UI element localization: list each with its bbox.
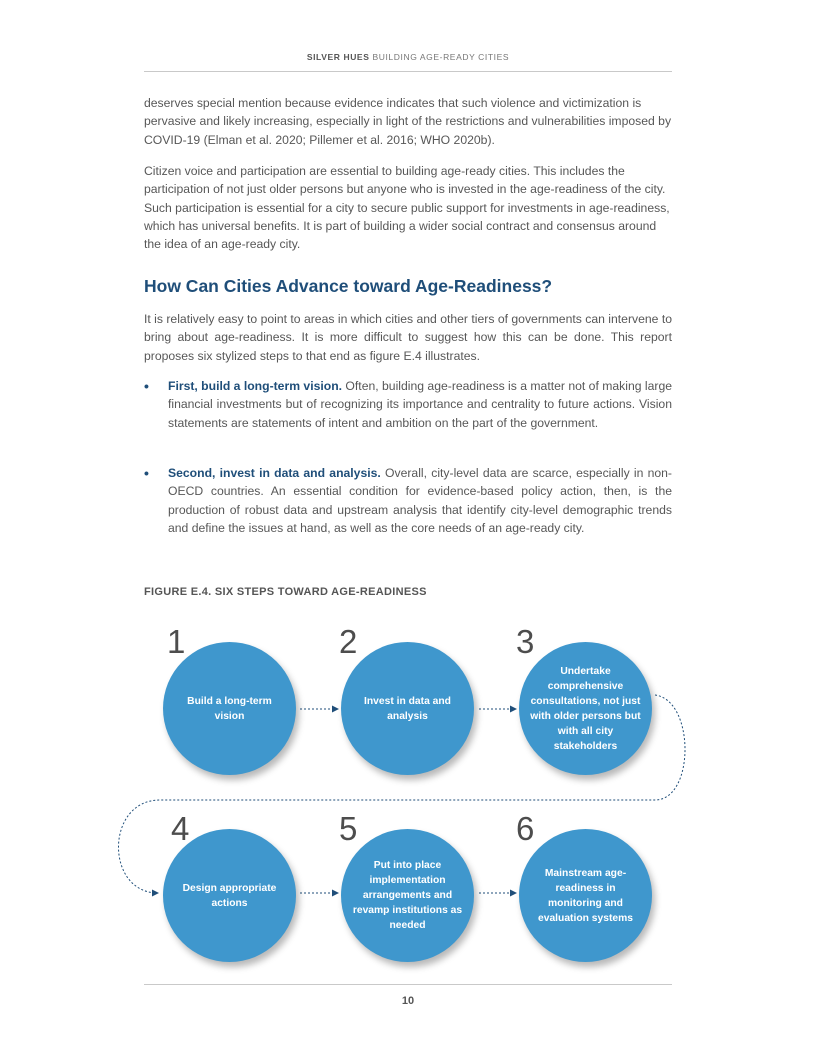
step-circle-actions	[163, 829, 296, 962]
step-number: 3	[516, 623, 535, 660]
step-label: Put into place implementation arrangements and revamp institutions as needed	[352, 860, 463, 931]
bullet-body: Overall, city-level data are scarce, especially in non-OECD countries. An essential condition for evidence-based policy action, then, is the production of robust data and upstream analysis that identify city-level demographic trends and define the issues at hand, as well as the core needs of an age-ready city.	[168, 466, 672, 535]
bullet-marker: •	[144, 378, 149, 394]
step-label: Design appropriate actions	[182, 882, 277, 909]
page-number: 10	[401, 995, 415, 1007]
step-label: Undertake comprehensive consultations, not just with older persons but with all city stakeholders	[530, 665, 641, 752]
header-brand: SILVER HUES	[306, 52, 370, 62]
step-number: 1	[167, 623, 186, 660]
header-subtitle: BUILDING AGE-READY CITIES	[372, 52, 510, 62]
footer-divider	[144, 984, 672, 985]
step-number: 5	[339, 810, 358, 847]
step-number: 2	[339, 623, 358, 660]
paragraph-violence: deserves special mention because evidence indicates that such violence and victimization is pervasive and likely increasing, especially in light of the restrictions and vulnerabilities imposed by COVID-19 (Elman et al. 2020; Pillemer et al. 2016; WHO 2020b).	[144, 96, 672, 147]
bullet-lead: First, build a long-term vision.	[168, 379, 343, 393]
step-circle-implementation	[341, 829, 474, 962]
step-label: Invest in data and analysis	[364, 695, 451, 722]
step-number: 4	[171, 810, 190, 847]
step-circle-data	[341, 642, 474, 775]
step-label: Build a long-term vision	[187, 695, 272, 722]
step-circle-vision	[163, 642, 296, 775]
paragraph-citizen-voice: Citizen voice and participation are essential to building age-ready cities. This includes the participation of not just older persons but anyone who is invested in the age-readiness of the city. Such participation is essential for a city to secure public support for investments in age-readiness, which has universal benefits. It is part of building a wider social contract and consensus around the idea of an age-ready city.	[144, 164, 670, 252]
bullet-body: Often, building age-readiness is a matter not of making large financial investments but of recognizing its importance and centrality to future actions. Vision statements are statements of intent and ambition on the part of the government.	[168, 379, 672, 430]
step-circle-monitoring	[519, 829, 652, 962]
step-circle-consultations	[519, 642, 652, 775]
section-intro: It is relatively easy to point to areas in which cities and other tiers of governments can intervene to bring about age-readiness. It is more difficult to suggest how this can be done. This report proposes six stylized steps to that end as figure E.4 illustrates.	[144, 312, 672, 363]
bullet-marker: •	[144, 465, 149, 481]
section-heading: How Can Cities Advance toward Age-Readiness?	[144, 276, 553, 296]
step-label: Mainstream age-readiness in monitoring and evaluation systems	[537, 867, 633, 924]
bullet-lead: Second, invest in data and analysis.	[168, 466, 381, 480]
figure-title: FIGURE E.4. SIX STEPS TOWARD AGE-READINESS	[144, 586, 427, 598]
step-number: 6	[516, 810, 535, 847]
